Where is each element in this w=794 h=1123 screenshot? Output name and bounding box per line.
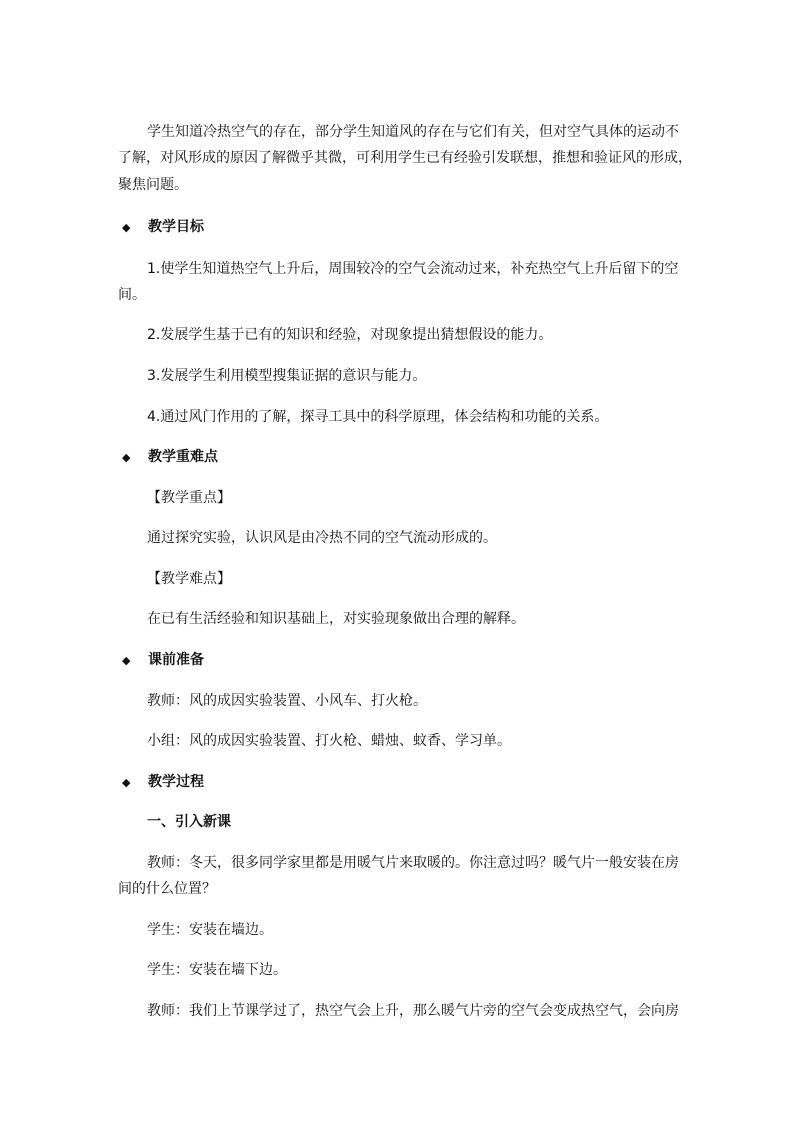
intro-line-2: 了解，对风形成的原因了解微乎其微，可利用学生已有经验引发联想，推想和验证风的形成，	[118, 150, 692, 166]
goal-item-3: 3.发展学生利用模型搜集证据的意识与能力。	[147, 368, 427, 384]
focus-label: 【教学重点】	[147, 490, 231, 506]
prep-teacher: 教师：风的成因实验装置、小风车、打火枪。	[147, 693, 427, 709]
diamond-bullet-icon: ◆	[122, 451, 131, 464]
goal-item-1-line-1: 1.使学生知道热空气上升后，周围较冷的空气会流动过来，补充热空气上升后留下的空	[147, 261, 679, 277]
goal-item-2: 2.发展学生基于已有的知识和经验，对现象提出猜想假设的能力。	[147, 327, 553, 343]
section-heading-process	[122, 772, 204, 793]
section-heading-key-points	[122, 447, 218, 468]
diamond-bullet-icon: ◆	[122, 776, 131, 789]
dialog-1-line-2: 间的什么位置？	[118, 881, 216, 897]
process-part-1-title: 一、引入新课	[147, 814, 231, 830]
dialog-4: 教师：我们上节课学过了，热空气会上升，那么暖气片旁的空气会变成热空气，会向房	[147, 1003, 679, 1019]
intro-line-3: 聚焦问题。	[118, 177, 188, 193]
focus-text: 通过探究实验，认识风是由冷热不同的空气流动形成的。	[147, 530, 497, 546]
section-title: 教学目标	[148, 219, 204, 235]
dialog-1-line-1: 教师：冬天，很多同学家里都是用暖气片来取暖的。你注意过吗？暖气片一般安装在房	[147, 855, 679, 871]
section-heading-preparation	[122, 650, 204, 671]
section-heading-goals	[122, 217, 204, 238]
diamond-bullet-icon: ◆	[122, 654, 131, 667]
dialog-3: 学生：安装在墙下边。	[147, 962, 287, 978]
difficulty-text: 在已有生活经验和知识基础上，对实验现象做出合理的解释。	[147, 611, 525, 627]
dialog-2: 学生：安装在墙边。	[147, 922, 273, 938]
prep-group: 小组：风的成因实验装置、打火枪、蜡烛、蚊香、学习单。	[147, 733, 511, 749]
goal-item-1-line-2: 间。	[118, 287, 146, 303]
intro-line-1: 学生知道冷热空气的存在，部分学生知道风的存在与它们有关，但对空气具体的运动不	[147, 124, 679, 140]
diamond-bullet-icon: ◆	[122, 221, 131, 234]
section-title: 教学过程	[148, 774, 204, 790]
section-title: 课前准备	[148, 652, 204, 668]
section-title: 教学重难点	[148, 449, 218, 465]
difficulty-label: 【教学难点】	[147, 571, 231, 587]
goal-item-4: 4.通过风门作用的了解，探寻工具中的科学原理，体会结构和功能的关系。	[147, 409, 609, 425]
